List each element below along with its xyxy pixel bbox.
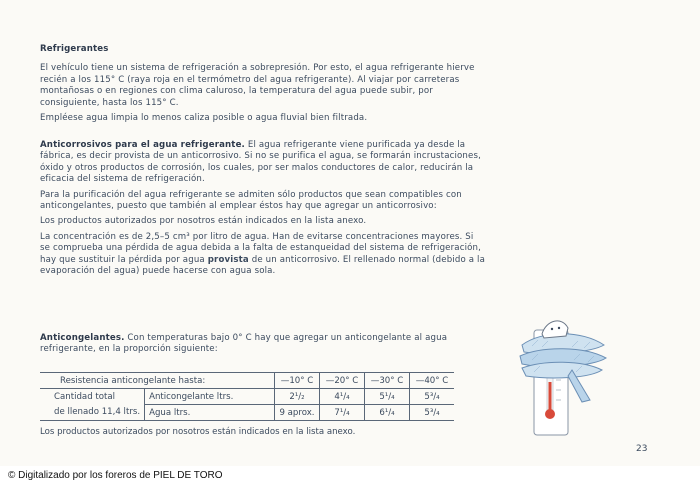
table-cell: 9 aprox. <box>275 405 320 421</box>
paragraph-text: El agua refrigerante viene purificada ya desde la fábrica, es decir provista de un anticorrosivo. Si no se purifica el agua, se formarán incrustaciones, óxido y otros productos de corrosión, los cuales, por ser malos conductores de calor, reducirán la eficacia del sistema de refrigeración. <box>40 140 481 185</box>
table-cell: —20° C <box>320 373 365 389</box>
table-cell: —40° C <box>410 373 455 389</box>
section-anticongelantes <box>40 333 485 356</box>
credit-caption: © Digitalizado por los foreros de PIEL DE TORO <box>0 466 700 490</box>
antifreeze-table <box>40 372 454 421</box>
paragraph <box>40 333 485 356</box>
table-cell: 5³/₄ <box>410 389 455 405</box>
paragraph <box>40 232 485 278</box>
table-cell: —10° C <box>275 373 320 389</box>
section-title-anticorrosivos: Anticorrosivos para el agua refrigerante. <box>40 140 245 150</box>
table-cell: 7¹/₄ <box>320 405 365 421</box>
table-cell: —30° C <box>365 373 410 389</box>
paragraph: Empléese agua limpia lo menos caliza posible o agua fluvial bien filtrada. <box>40 113 368 124</box>
paragraph-text: de un anticorrosivo. El rellenado normal (debido a la evaporación del agua) puede hacerse con agua sola. <box>40 254 486 277</box>
row-label: Agua ltrs. <box>145 405 275 421</box>
row-group-label: Cantidad total <box>40 389 145 405</box>
paragraph: El vehículo tiene un sistema de refrigeración a sobrepresión. Por esto, el agua refrigerante hierve recién a los 115° C (raya roja en el termómetro del agua refrigerante). Al viajar por carreteras montañosas o en regiones con clima caluroso, la temperatura del agua puede subir, por consiguiente, hasta los 115° C. <box>40 63 475 108</box>
paragraph-text: La concentración es de 2,5–5 cm³ por litro de agua. Han de evitarse concentraciones mayores. Si se comprueba una pérdida de agua debida a la falta de estanqueidad del sistema de refrigeración, hay que sustituir la pérdida por agua <box>40 231 482 265</box>
section-title-anticongelantes: Anticongelantes. <box>40 333 125 343</box>
table-cell: 2¹/₂ <box>275 389 320 405</box>
thermometer-scarf-illustration <box>512 290 612 440</box>
emphasis-provista: provista <box>207 254 249 265</box>
paragraph <box>40 140 485 186</box>
section-refrigerantes <box>40 44 485 124</box>
table-cell: 5³/₄ <box>410 405 455 421</box>
section-anticorrosivos <box>40 140 485 277</box>
table-row <box>40 405 454 421</box>
page-number: 23 <box>636 444 648 454</box>
section-title-refrigerantes: Refrigerantes <box>40 44 109 54</box>
table-row <box>40 389 454 405</box>
table-cell: 5¹/₄ <box>365 389 410 405</box>
table-header-row <box>40 373 454 389</box>
table-cell: 6¹/₄ <box>365 405 410 421</box>
paragraph: Los productos autorizados por nosotros están indicados en la lista anexo. <box>40 216 367 227</box>
footer-note: Los productos autorizados por nosotros están indicados en la lista anexo. <box>40 427 356 437</box>
paragraph: Para la purificación del agua refrigerante se admiten sólo productos que sean compatibles con anticongelantes, puesto que también al emplear éstos hay que agregar un anticorrosivo: <box>40 189 462 212</box>
paragraph-text: Con temperaturas bajo 0° C hay que agregar un anticongelante al agua refrigerante, en la proporción siguiente: <box>40 333 448 355</box>
table-header-label: Resistencia anticongelante hasta: <box>40 373 275 389</box>
row-group-label: de llenado 11,4 ltrs. <box>40 405 145 421</box>
table-cell: 4¹/₄ <box>320 389 365 405</box>
row-label: Anticongelante ltrs. <box>145 389 275 405</box>
